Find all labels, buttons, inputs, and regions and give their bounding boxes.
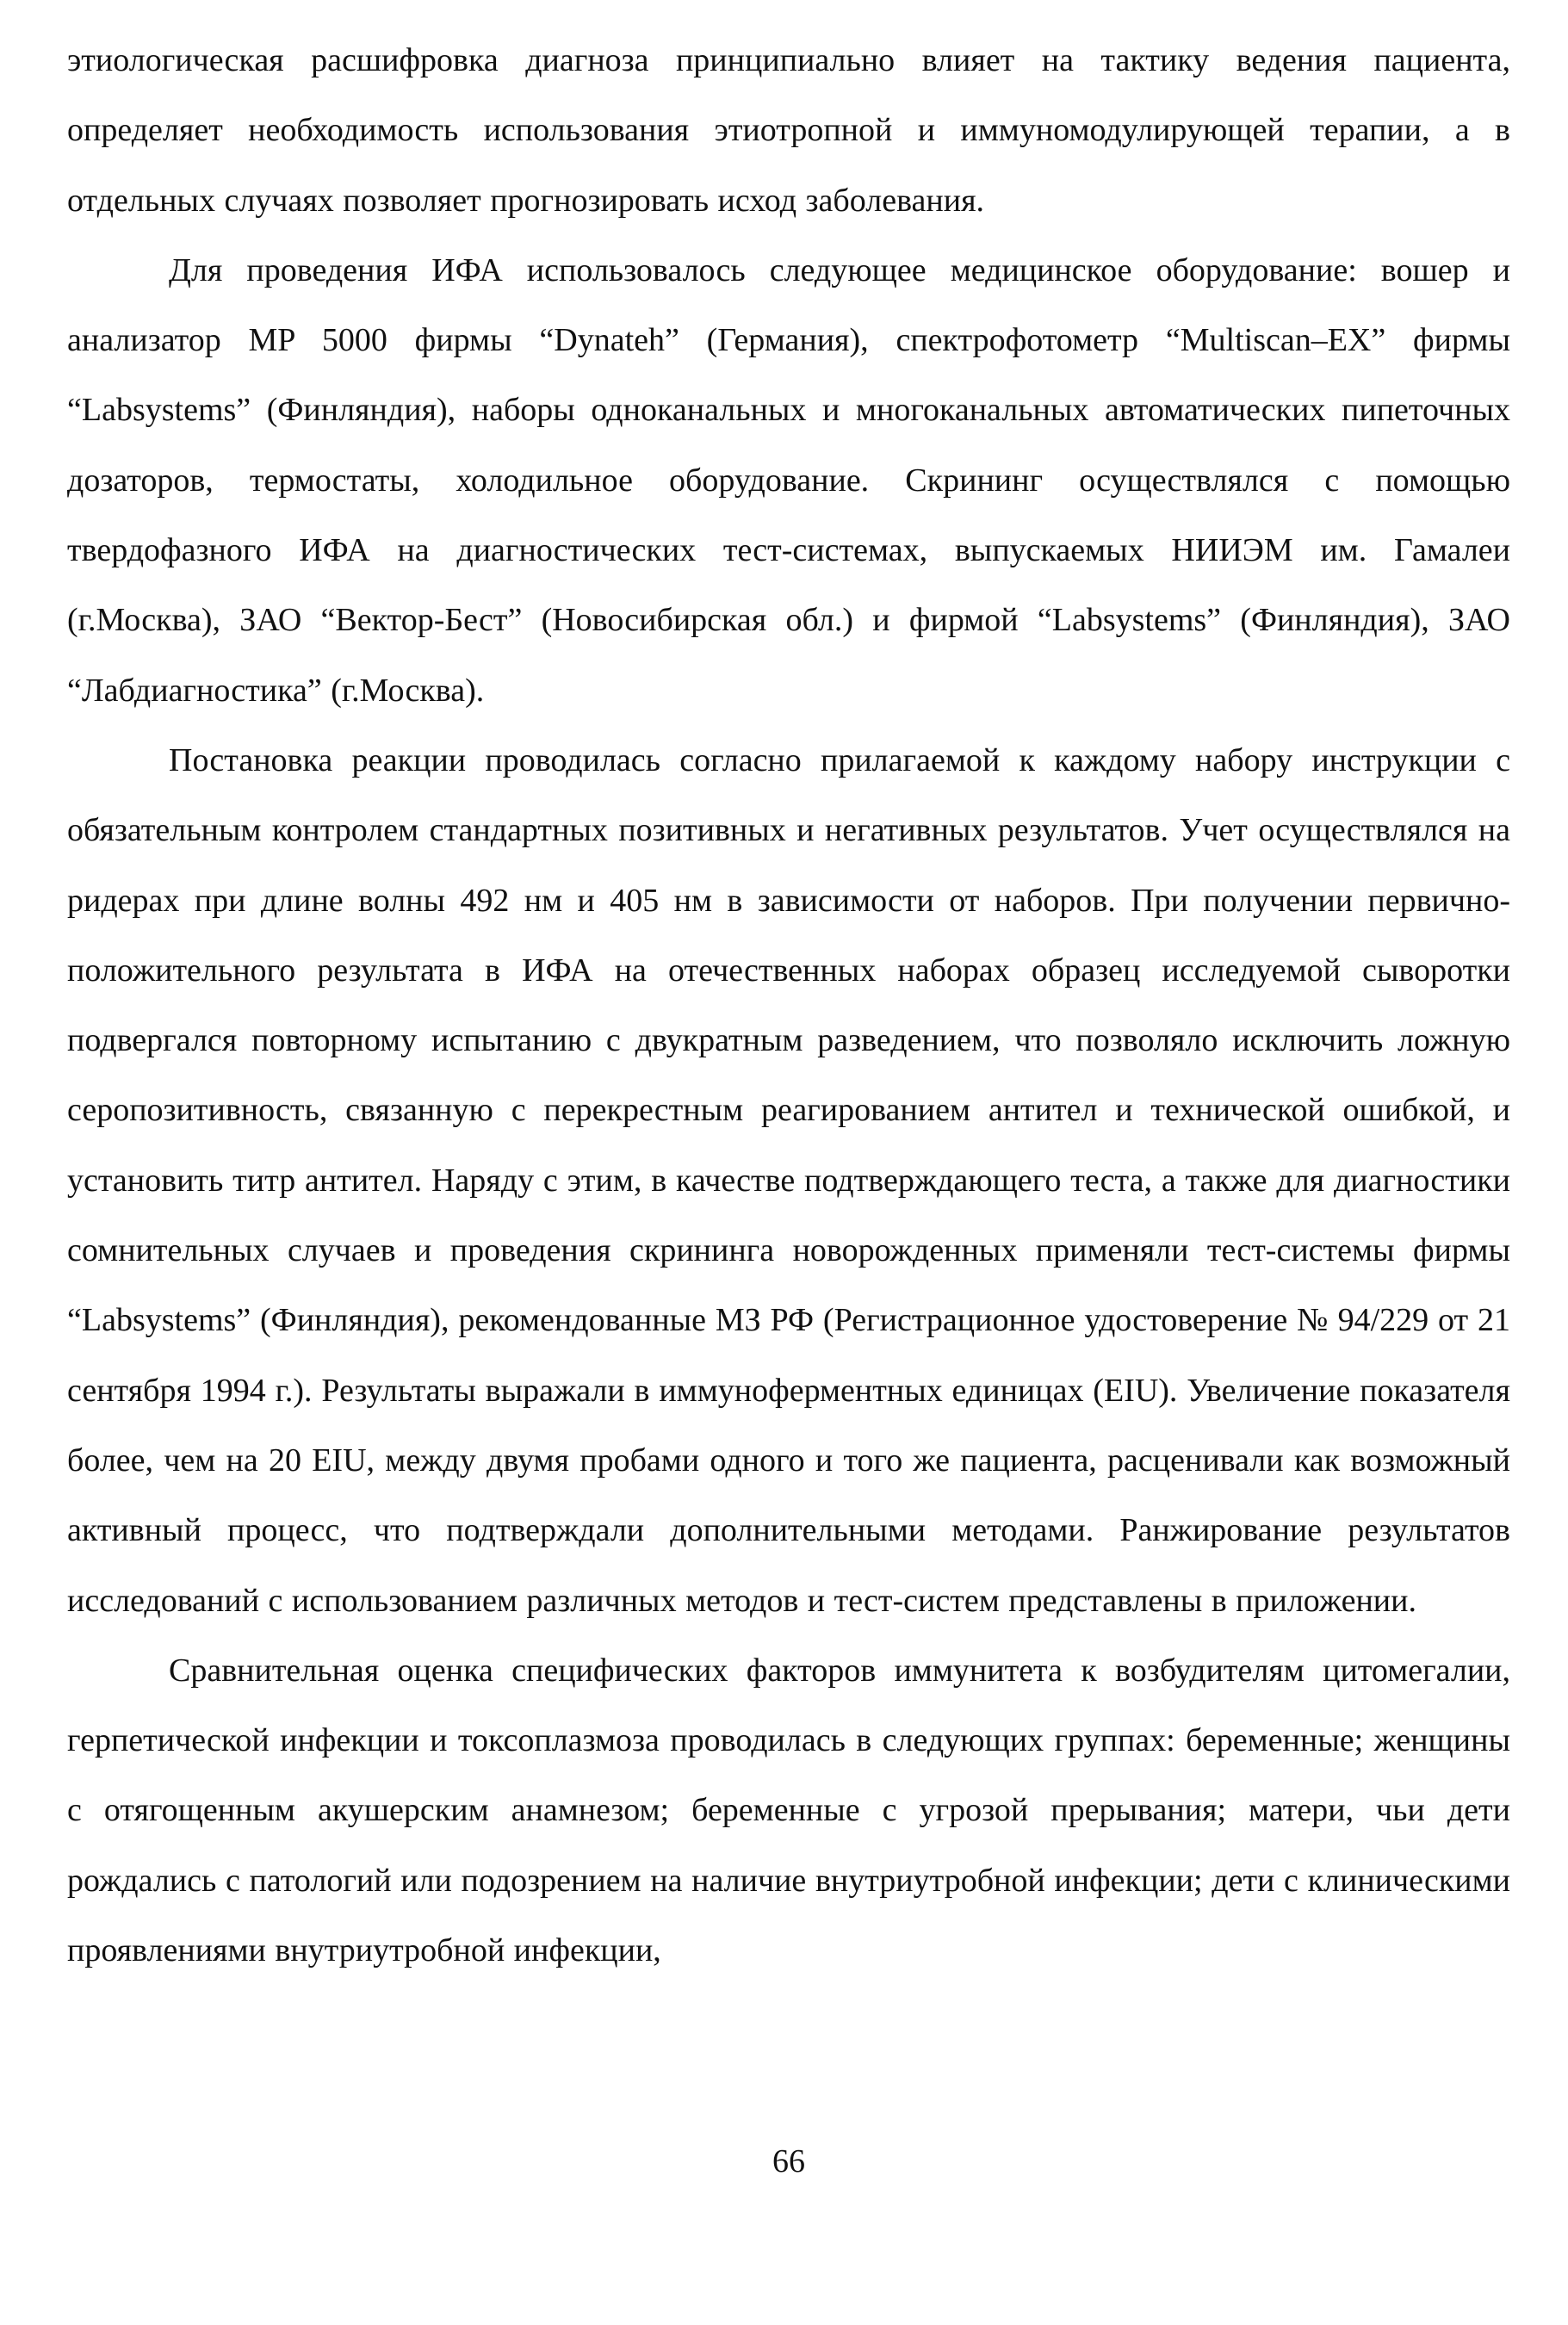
page-number: 66 — [772, 2143, 805, 2179]
paragraph-continuation: этиологическая расшифровка диагноза принципиально влияет на тактику ведения пациента, определяет необходимость использования этиотропной и иммуномодулирующей терапии, а в отдельных случаях позволяет прогнозировать исход заболевания. — [67, 42, 1510, 219]
paragraph-equipment: Для проведения ИФА использовалось следующее медицинское оборудование: вошер и анализатор MP 5000 фирмы “Dynateh” (Германия), спектрофотометр “Multiscan–EX” фирмы “Labsystems” (Финляндия), наборы одноканальных и многоканальных автоматических пипеточных дозаторов, термостаты, холодильное оборудование. Скрининг осуществлялся с помощью твердофазного ИФА на диагностических тест-системах, выпускаемых НИИЭМ им. Гамалеи (г.Москва), ЗАО “Вектор-Бест” (Новосибирская обл.) и фирмой “Labsystems” (Финляндия), ЗАО “Лабдиагностика” (г.Москва). — [67, 251, 1510, 709]
document-page — [67, 26, 1510, 2299]
paragraph-procedure: Постановка реакции проводилась согласно прилагаемой к каждому набору инструкции с обязательным контролем стандартных позитивных и негативных результатов. Учет осуществлялся на ридерах при длине волны 492 нм и 405 нм в зависимости от наборов. При получении первично-положительного результата в ИФА на отечественных наборах образец исследуемой сыворотки подвергался повторному испытанию с двукратным разведением, что позволяло исключить ложную серопозитивность, связанную с перекрестным реагированием антител и технической ошибкой, и установить титр антител. Наряду с этим, в качестве подтверждающего теста, а также для диагностики сомнительных случаев и проведения скрининга новорожденных применяли тест-системы фирмы “Labsystems” (Финляндия), рекомендованные МЗ РФ (Регистрационное удостоверение № 94/229 от 21 сентября 1994 г.). Результаты выражали в иммуноферментных единицах (EIU). Увеличение показателя более, чем на 20 EIU, между двумя пробами одного и того же пациента, расценивали как возможный активный процесс, что подтверждали дополнительными методами. Ранжирование результатов исследований с использованием различных методов и тест-систем представлены в приложении. — [67, 741, 1510, 1619]
paragraph-comparison: Сравнительная оценка специфических факторов иммунитета к возбудителям цитомегалии, герпетической инфекции и токсоплазмоза проводилась в следующих группах: беременные; женщины с отягощенным акушерским анамнезом; беременные с угрозой прерывания; матери, чьи дети рождались с патологий или подозрением на наличие внутриутробной инфекции; дети с клиническими проявлениями внутриутробной инфекции, — [67, 1652, 1510, 1969]
